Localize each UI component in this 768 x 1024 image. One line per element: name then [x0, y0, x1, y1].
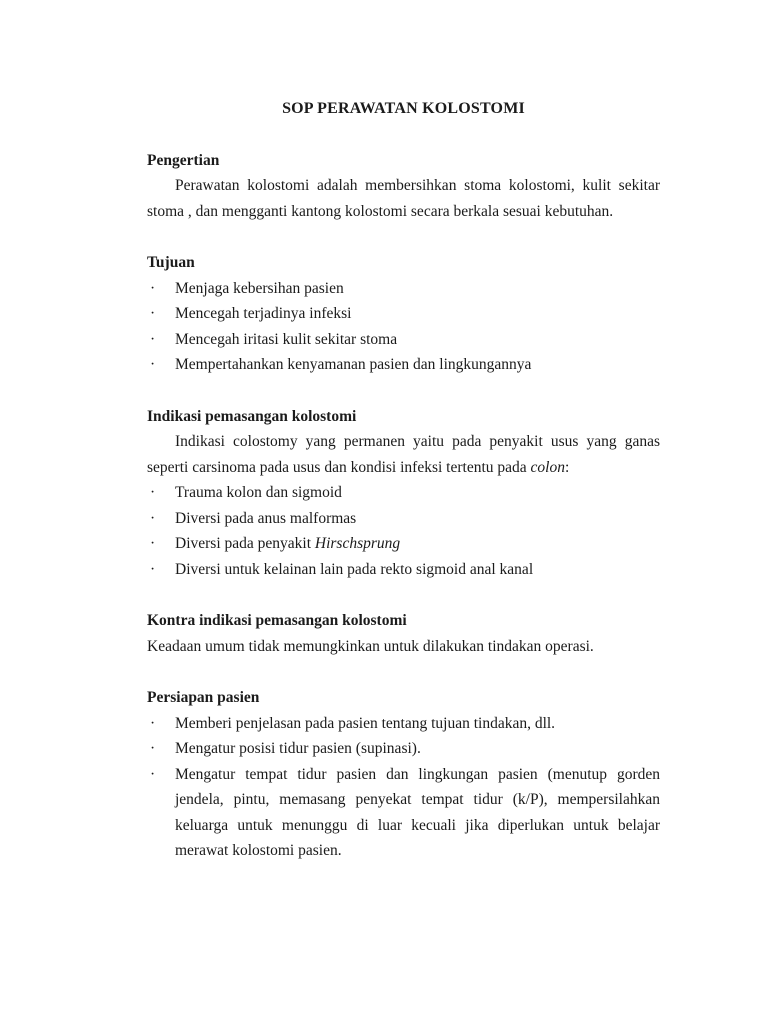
section-heading: Indikasi pemasangan kolostomi: [147, 407, 357, 425]
bullet-icon: ·: [150, 765, 156, 783]
list-item: [147, 736, 660, 762]
list-item-text: Mencegah terjadinya infeksi: [175, 305, 352, 322]
paragraph-italic-text: colon: [530, 458, 565, 476]
section-indikasi: [147, 404, 660, 583]
list-item-text: Mencegah iritasi kulit sekitar stoma: [175, 330, 398, 348]
bullet-icon: ·: [150, 305, 156, 322]
paragraph-text: Indikasi colostomy yang permanen yaitu pada penyakit usus yang ganas seperti carsinoma pada usus dan kondisi infeksi tertentu pada: [147, 433, 660, 476]
bullet-icon: ·: [150, 509, 156, 527]
bullet-icon: ·: [150, 279, 156, 297]
paragraph: [147, 173, 660, 224]
list-item-text: Mengatur tempat tidur pasien dan lingkungan pasien (menutup gorden jendela, pintu, memasang penyekat tempat tidur (k/P), mempersilahkan keluarga untuk menunggu di luar kecuali jika diperlukan untuk belajar merawat kolostomi pasien.: [175, 765, 660, 859]
list-item: [147, 327, 660, 353]
document-title: SOP PERAWATAN KOLOSTOMI: [282, 100, 525, 117]
paragraph-text: Perawatan kolostomi adalah membersihkan stoma kolostomi, kulit sekitar stoma , dan mengganti kantong kolostomi secara berkala sesuai kebutuhan.: [147, 177, 660, 220]
list-item: [147, 480, 660, 506]
section-heading: Tujuan: [147, 254, 195, 271]
list-item: [147, 711, 660, 737]
section-heading: Kontra indikasi pemasangan kolostomi: [147, 612, 407, 629]
paragraph-text: Keadaan umum tidak memungkinkan untuk dilakukan tindakan operasi.: [147, 637, 594, 655]
section-persiapan-pasien: [147, 685, 660, 864]
list-item-italic-text: Hirschsprung: [314, 535, 401, 552]
list-item: [147, 557, 660, 583]
bullet-icon: ·: [150, 484, 156, 501]
list-item: [147, 762, 660, 864]
list-item: [147, 531, 660, 557]
list-item: [147, 352, 660, 378]
paragraph: [147, 634, 660, 660]
paragraph: [147, 429, 660, 480]
bullet-list: [147, 480, 660, 582]
section-heading: Pengertian: [147, 151, 220, 169]
paragraph-tail: :: [564, 458, 570, 476]
list-item: [147, 301, 660, 327]
list-item-text: Trauma kolon dan sigmoid: [175, 484, 342, 501]
section-kontra-indikasi: [147, 608, 660, 659]
list-item-text: Mempertahankan kenyamanan pasien dan lingkungannya: [175, 356, 532, 373]
bullet-icon: ·: [150, 740, 156, 757]
bullet-icon: ·: [150, 535, 156, 552]
list-item-text: Diversi pada penyakit: [175, 535, 315, 552]
list-item-text: Diversi untuk kelainan lain pada rekto sigmoid anal kanal: [175, 560, 534, 578]
list-item: [147, 506, 660, 532]
list-item-text: Diversi pada anus malformas: [175, 509, 357, 527]
section-tujuan: [147, 250, 660, 378]
list-item-text: Menjaga kebersihan pasien: [175, 279, 344, 297]
bullet-icon: ·: [150, 714, 156, 732]
bullet-list: [147, 711, 660, 864]
bullet-list: [147, 276, 660, 378]
bullet-icon: ·: [150, 560, 156, 578]
list-item-text: Memberi penjelasan pada pasien tentang tujuan tindakan, dll.: [175, 714, 556, 732]
section-pengertian: [147, 148, 660, 225]
list-item: [147, 276, 660, 302]
list-item-text: Mengatur posisi tidur pasien (supinasi).: [175, 740, 421, 757]
section-heading: Persiapan pasien: [147, 689, 260, 706]
bullet-icon: ·: [150, 330, 156, 348]
bullet-icon: ·: [150, 356, 156, 373]
